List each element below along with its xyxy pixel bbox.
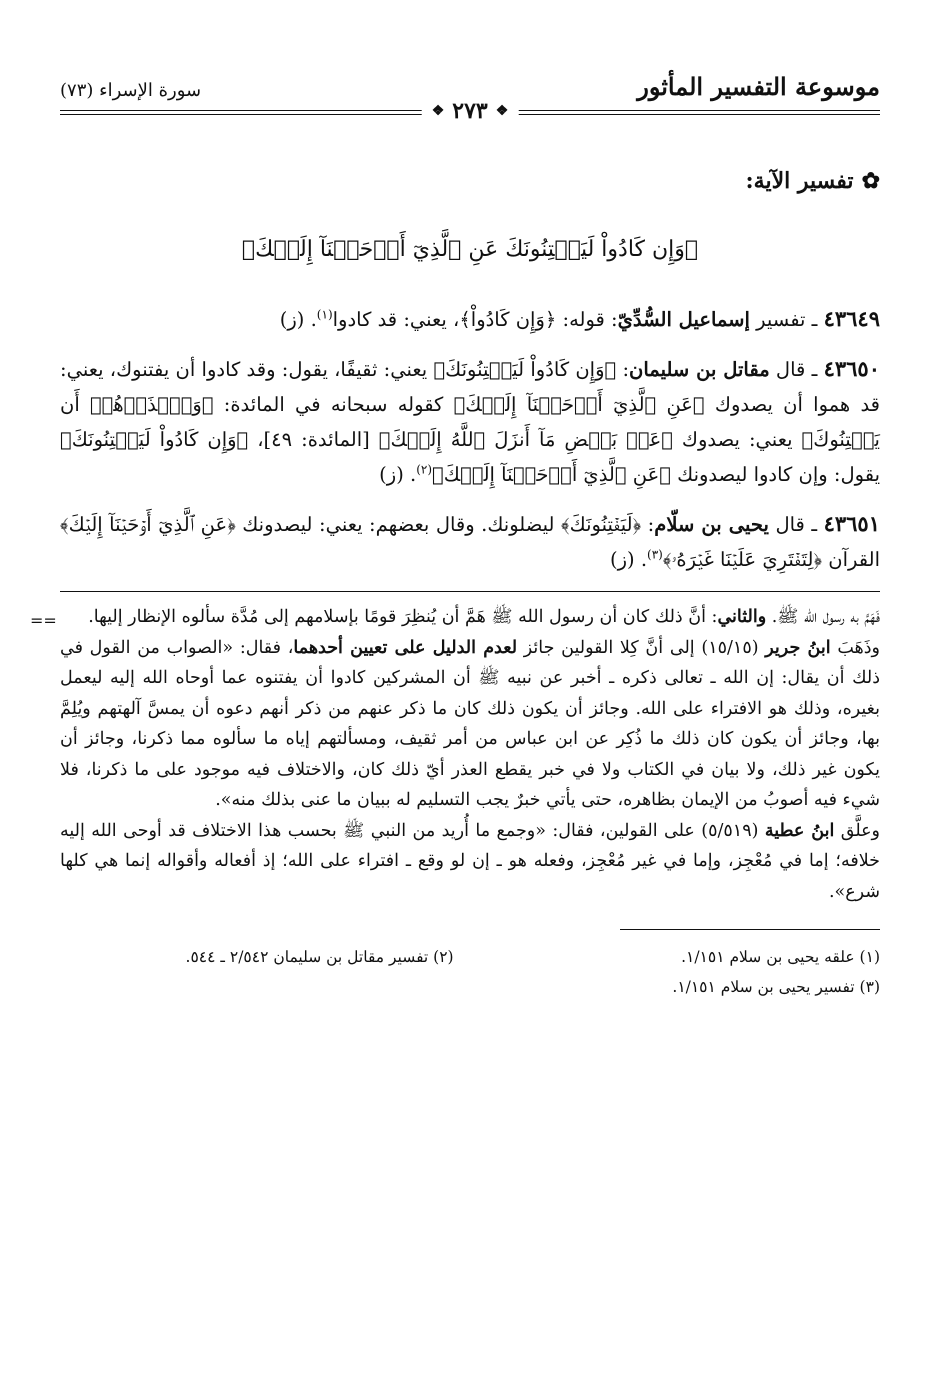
footnote-1: (١) علقه يحيى بن سلام ١/١٥١. (681, 948, 880, 967)
entry-number: ٤٣٦٥٠ (823, 356, 880, 382)
footnote-row (60, 972, 880, 1002)
entry-tag: . (ز) (609, 548, 648, 572)
ornament-icon: ❖ (431, 103, 445, 119)
ornament-icon: ❖ (495, 103, 509, 119)
book-page (30, 70, 881, 1350)
commentary-paragraph (60, 633, 880, 816)
commentary-bold: لعدم الدليل على تعيين أحدهما (293, 637, 518, 658)
footnote-ref[interactable]: (١) (316, 307, 333, 322)
entry-text: : ﴿وَإِن كَادُواْ لَيَفۡتِنُونَكَ﴾ يعني: ثقيفًا، يقول: وقد كادوا أن يفتنوك، يعني: قد هموا أن يصدوك ﴿عَنِ ٱلَّذِيٓ أَوۡحَيۡنَآ إِلَيۡكَ﴾ كقوله سبحانه في المائدة: ﴿وَٱحۡذَرۡهُمۡ أَن يَفۡتِنُوكَ﴾ يعني: يصدوك ﴿عَنۢ بَعۡضِ مَآ أَنزَلَ ٱللَّهُ إِلَيۡكَ﴾ [المائدة: ٤٩]، ﴿وَإِن كَادُواْ لَيَفۡتِنُونَكَ﴾ يقول: وإن كادوا ليصدونك ﴿عَنِ ٱلَّذِيٓ أَوۡحَيۡنَآ إِلَيۡكَ﴾ (60, 358, 880, 487)
section-heading-text: تفسير الآية: (745, 168, 854, 194)
entry (60, 351, 880, 492)
commentary-bold: ابنُ جرير (765, 637, 831, 658)
commentary-paragraph (60, 816, 880, 908)
quran-verse: ﴿وَإِن كَادُواْ لَيَفۡتِنُونَكَ عَنِ ٱلَّذِيٓ أَوۡحَيۡنَآ إِلَيۡكَ﴾ (241, 237, 699, 262)
commentary-text: وذَهَبَ (830, 637, 880, 658)
footnote-ref[interactable]: (٣) (647, 547, 663, 562)
commentary-block (30, 602, 881, 907)
commentary-divider (60, 591, 880, 592)
entry-narrator: إسماعيل السُّدِّيّ (617, 308, 750, 332)
entry (60, 506, 880, 577)
entry-tag: . (ز) (379, 463, 417, 487)
commentary-bold: ابنُ عطية (764, 820, 835, 841)
entry-number: ٤٣٦٥١ (823, 511, 880, 537)
commentary-text: : أنَّ ذلك كان أن رسول الله ﷺ هَمَّ أن يُنظِرَ قومًا بإسلامهم إلى مُدَّة سألوه الإنظار إليها. (88, 607, 718, 628)
entry-prefix: ـ قال (768, 513, 824, 537)
commentary-text: فَهَمَّ به رسول الله ﷺ. (766, 607, 880, 628)
commentary-text: ، فقال: «الصواب من القول في ذلك أن يقال: إن الله ـ تعالى ذكره ـ أخبر عن نبيه ﷺ أن المشركين كادوا أن يفتنوه عما أوحاه الله إليه ليعمل بغيره، وذلك هو الافتراء على الله. وجائز أن يكون ذلك كان ما ذكر عنهم من ذكر أنهم دعوه أن يمسَّ آلهتهم ويُلِمَّ بها، وجائز أن يكون كان ذلك ما ذُكِر عن ابن عباس من أمر ثقيف، ومسألتهم إياه ما سألوه مما ذكرنا، وجائز أن يكون غير ذلك، ولا بيان في الكتاب ولا في خبر يقطع العذر أيّ ذلك كان، والاختلاف فيه موجود على ما ذكرنا، فلا شيء فيه أصوبُ من الإيمان بظاهره، حتى يأتي خبرٌ يجب التسليم له ببيان ما عنى بذلك منه». (60, 637, 880, 811)
footnote-ref[interactable]: (٢) (416, 462, 433, 477)
commentary-text: وعلَّق (834, 820, 881, 841)
footnote-2: (٢) تفسير مقاتل بن سليمان ٢/٥٤٢ ـ ٥٤٤. (185, 948, 454, 967)
entries-list (60, 301, 880, 577)
footnote-row (60, 942, 880, 972)
entry-text: : قوله: ﴿وَإِن كَادُواْ﴾، يعني: قد كادوا (332, 308, 618, 332)
section-heading (60, 168, 880, 194)
continuation-mark: == (30, 611, 57, 631)
entry-narrator: يحيى بن سلّام (654, 513, 769, 537)
footnotes-rule (620, 929, 880, 930)
entry-prefix: ـ تفسير (749, 308, 824, 332)
surah-label: سورة الإسراء (٧٣) (60, 80, 202, 101)
entry-tag: . (ز) (279, 308, 317, 332)
book-title: موسوعة التفسير المأثور (637, 72, 880, 101)
entry-narrator: مقاتل بن سليمان (629, 358, 770, 382)
commentary-text: (٥/٥١٩) على القولين، فقال: «وجمع ما أُريد من النبي ﷺ بحسب هذا الاختلاف قد أوحى الله إليه خلافه؛ إما في مُعْجِز، وإما في غير مُعْجِز، وفعله هو ـ إن لو وقع ـ افتراء على الله؛ إذ أفعاله وأقواله إنما هي كلها شرع». (60, 820, 880, 902)
entry-text: : ﴿لَيَفۡتِنُونَكَ﴾ ليضلونك. وقال بعضهم: يعني: ليصدونك ﴿عَنِ ٱلَّذِيٓ أَوۡحَيۡنَآ إِلَيۡكَ﴾ القرآن ﴿لِتَفۡتَرِيَ عَلَيۡنَا غَيۡرَهُۥ﴾ (60, 513, 880, 572)
footnotes (60, 942, 880, 1002)
entry-number: ٤٣٦٤٩ (823, 306, 880, 332)
page-header (60, 70, 880, 122)
footnote-3: (٣) تفسير يحيى بن سلام ١/١٥١. (672, 978, 880, 997)
page-number-block (422, 98, 519, 124)
commentary-text: (١٥/١٥) إلى أنَّ كِلا القولين جائز (517, 637, 766, 658)
flower-ornament-icon: ✿ (861, 168, 880, 194)
commentary-paragraph (60, 602, 880, 633)
entry-prefix: ـ قال (769, 358, 824, 382)
page-number: ٢٧٣ (452, 98, 488, 124)
entry (60, 301, 880, 337)
commentary-bold: والثاني (717, 607, 767, 628)
